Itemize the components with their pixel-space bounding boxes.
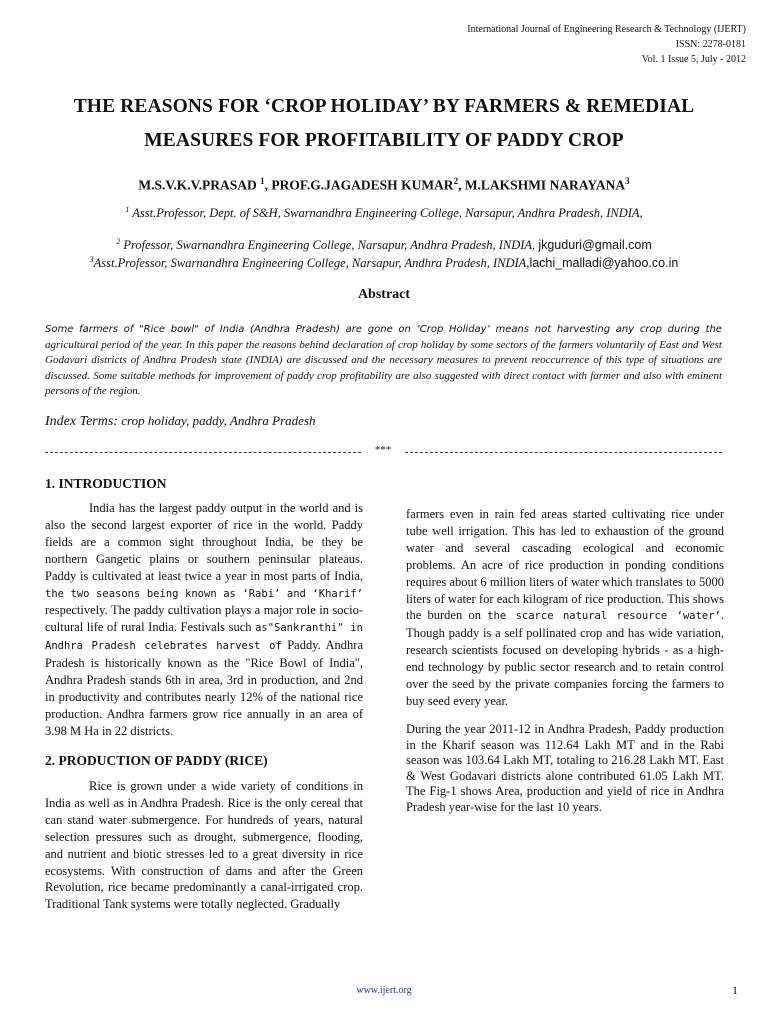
index-terms-label: Index Terms:: [45, 414, 118, 429]
divider-stars: ***: [374, 444, 392, 456]
affiliation-3-email[interactable]: lachi_malladi@yahoo.co.in: [529, 256, 679, 271]
author-3-marker: 3: [625, 176, 630, 186]
col2-text-2: . Though paddy is a self pollinated crop and has wide variation, research scientists focused on developing hybrids - as a high-end technology by public sector research and to retain control over the seed by the private companies forcing the farmers to buy seed every year.: [406, 608, 724, 708]
affiliation-1-text: Asst.Professor, Dept. of S&H, Swarnandhra Engineering College, Narsapur, Andhra Pradesh, INDIA,: [129, 206, 643, 221]
section-heading-introduction: 1. INTRODUCTION: [45, 476, 167, 491]
author-separator: ,: [264, 177, 272, 193]
author-2-marker: 2: [453, 176, 459, 186]
title-line-2: MEASURES FOR PROFITABILITY OF PADDY CROP: [144, 130, 624, 151]
column-2-paragraph-1: [406, 506, 724, 710]
paper-title: [0, 90, 768, 158]
issn: ISSN: 2278-0181: [675, 39, 746, 50]
affiliation-2: [0, 237, 768, 253]
intro-text-3: Paddy. Andhra Pradesh is historically known as the "Rice Bowl of India", Andhra Pradesh stands 6th in area, 3rd in production, and 2nd in productivity and contributes nearly 12% of the national rice production. Andhra farmers grow rice annually in an area of 3.98 M Ha in 22 districts.: [45, 638, 363, 738]
column-2-paragraph-2: During the year 2011-12 in Andhra Pradesh, Paddy production in the Kharif season was 112.64 Lakh MT and in the Rabi season was 103.64 Lakh MT, totaling to 216.28 Lakh MT. East & West Godavari districts alone contributed 61.05 Lakh MT. The Fig-1 shows Area, production and yield of rice in Andhra Pradesh year-wise for the last 10 years.: [406, 722, 724, 814]
affiliation-1-marker: 1: [125, 205, 130, 214]
journal-header: [467, 22, 746, 67]
affiliation-2-text: Professor, Swarnandhra Engineering College, Narsapur, Andhra Pradesh, INDIA,: [120, 238, 539, 253]
footer-url[interactable]: www.ijert.org: [356, 985, 412, 996]
affiliation-1: [0, 205, 768, 221]
intro-text-seasons: the two seasons being known as ‘Rabi’ and ‘Kharif’: [45, 587, 363, 600]
introduction-paragraph: [45, 500, 363, 740]
affiliation-2-email[interactable]: jkguduri@gmail.com: [538, 238, 652, 253]
abstract-text: agricultural period of the year. In this paper the reasons behind declaration of crop holiday by some sectors of the farmers voluntarily of East and West Godavari districts of Andhra Pradesh state (INDIA) are discussed and the necessary measures to prevent reoccurrence of this type of situations are discussed. Some suitable methods for improvement of paddy crop profitability are also suggested with direct contact with farmer and also with eminent persons of the region.: [45, 338, 722, 398]
section-divider: [45, 445, 722, 459]
col2-text-water: the scarce natural resource ‘water’: [487, 610, 721, 623]
volume-issue: Vol. 1 Issue 5, July - 2012: [641, 54, 746, 65]
intro-text-festivals: as"Sankranthi" in Andhra Pradesh celebrates harvest of: [45, 622, 363, 653]
page-number: 1: [732, 983, 738, 997]
index-terms: [45, 413, 316, 430]
journal-name: International Journal of Engineering Research & Technology (IJERT): [467, 24, 746, 35]
divider-line-left: [45, 452, 361, 453]
intro-text-2: respectively. The paddy cultivation plays a major role in socio-cultural life of rural India. Festivals such: [45, 603, 363, 635]
affiliation-2-marker: 2: [116, 237, 121, 246]
production-paragraph: Rice is grown under a wide variety of conditions in India as well as in Andhra Pradesh. Rice is the only cereal that can stand water submergence. For hundreds of years, natural selection pressures such as drought, submergence, flooding, and nutrient and biotic stresses led to a great diversity in rice ecosystems. With construction of dams and after the Green Revolution, rice became predominantly a canal-irrigated crop. Traditional Tank systems were totally neglected. Gradually: [45, 779, 363, 912]
author-1: M.S.V.K.V.PRASAD: [138, 177, 257, 193]
section-heading-production: 2. PRODUCTION OF PADDY (RICE): [45, 753, 268, 768]
author-2: PROF.G.JAGADESH KUMAR: [271, 177, 454, 193]
author-list: [0, 176, 768, 194]
author-3: M.LAKSHMI NARAYANA: [464, 177, 626, 193]
col2-text-1: farmers even in rain fed areas started cultivating rice under tube well irrigation. This has led to exhaustion of the ground water and several cascading ecological and economic problems. An acre of rice production in ponding conditions requires about 6 million liters of water which translates to 5000 liters of water for each kilogram of rice production. This shows the burden on: [406, 507, 724, 623]
affiliation-3: [0, 255, 768, 271]
affiliation-3-marker: 3: [89, 255, 94, 264]
abstract-lead: Some farmers of "Rice bowl" of India (Andhra Pradesh) are gone on ‘Crop Holiday’ means not harvesting any crop during the: [45, 324, 722, 335]
intro-text-1: India has the largest paddy output in the world and is also the second largest exporter of rice in the world. Paddy fields are a common sight throughout India, be they be northern Gangetic plains or southern peninsular plateaus. Paddy is cultivated at least twice a year in most parts of India,: [45, 501, 363, 583]
abstract-body: [45, 322, 722, 400]
index-terms-value: crop holiday, paddy, Andhra Pradesh: [117, 413, 316, 428]
title-line-1: THE REASONS FOR ‘CROP HOLIDAY’ BY FARMERS & REMEDIAL: [73, 96, 695, 117]
abstract-heading: Abstract: [357, 287, 411, 302]
author-1-marker: 1: [260, 176, 265, 186]
author-separator: ,: [458, 177, 465, 193]
affiliation-3-text: Asst.Professor, Swarnandhra Engineering College, Narsapur, Andhra Pradesh, INDIA,: [93, 256, 530, 271]
divider-line-right: [405, 452, 722, 453]
